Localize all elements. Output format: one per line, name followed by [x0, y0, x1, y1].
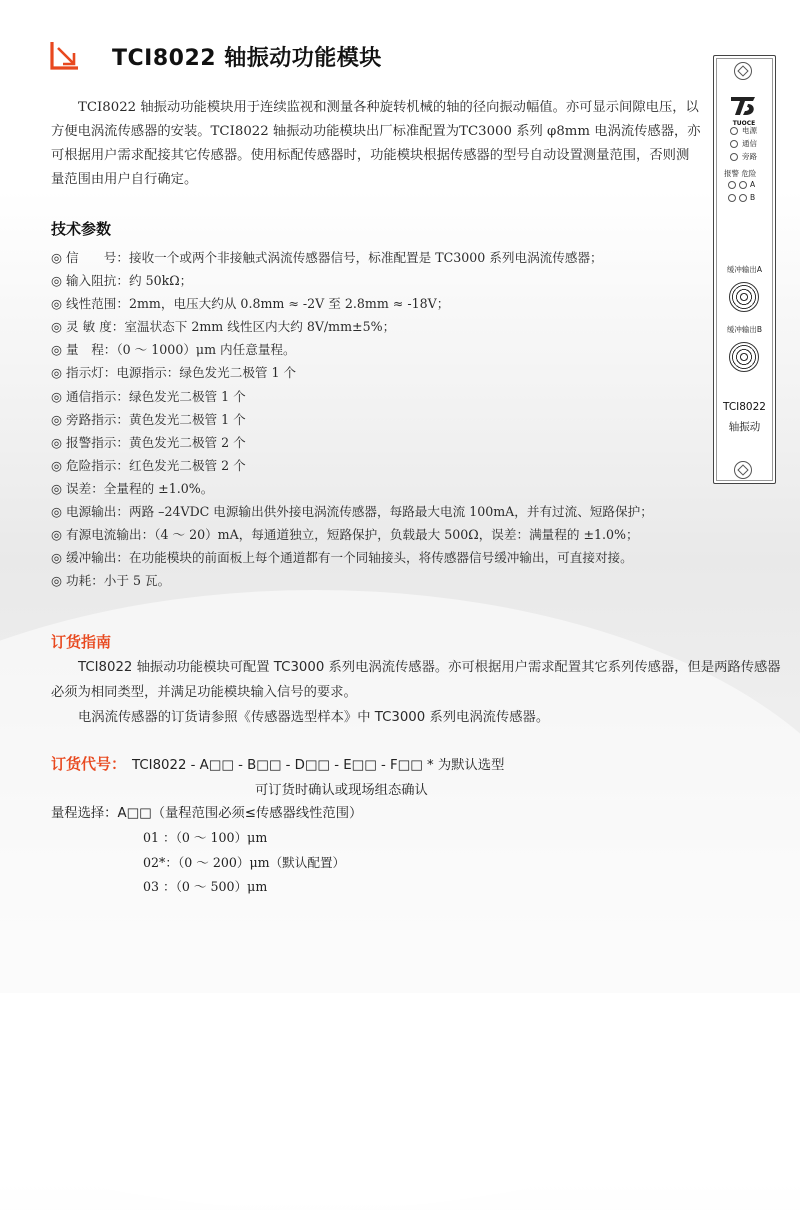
spec-item: ◎ 灵 敏 度：室温状态下 2mm 线性区内大约 8V/mm±5%；: [51, 319, 396, 335]
spec-item: ◎ 指示灯：电源指示：绿色发光二极管 1 个: [51, 365, 297, 381]
led-icon: [730, 140, 738, 148]
spec-item: ◎ 电源输出：两路 –24VDC 电源输出供外接电涡流传感器，每路最大电流 100mA，并有过流、短路保护；: [51, 504, 653, 520]
bullet-icon: ◎: [51, 319, 62, 335]
order-guide: [51, 655, 781, 730]
bullet-icon: ◎: [51, 296, 62, 312]
alarm-danger-header: 报警 危险: [724, 169, 757, 178]
range-options: [143, 826, 345, 900]
order-guide-paragraph: TCI8022 轴振动功能模块可配置 TC3000 系列电涡流传感器。亦可根据用户需求配置其它系列传感器，但是两路传感器必须为相同类型，并满足功能模块输入信号的要求。: [51, 660, 781, 700]
bullet-icon: ◎: [51, 480, 62, 496]
spec-item: ◎ 危险指示：红色发光二极管 2 个: [51, 457, 246, 473]
bullet-icon: ◎: [51, 365, 62, 381]
bullet-icon: ◎: [51, 527, 62, 543]
led-icon: [728, 181, 736, 189]
led-icon: [739, 181, 747, 189]
tuoce-logo-icon: [728, 93, 758, 119]
buffer-output-a-label: 缓冲输出A: [726, 265, 763, 274]
range-option: 02*：（0 ～ 200）μm（默认配置）: [143, 854, 346, 870]
spec-item: ◎ 输入阻抗：约 50kΩ；: [51, 273, 193, 289]
spec-item: ◎ 线性范围：2mm，电压大约从 0.8mm ≈ -2V 至 2.8mm ≈ -18V；: [51, 296, 450, 312]
spec-item: ◎ 量 程：（0 ～ 1000）μm 内任意量程。: [51, 342, 296, 358]
led-icon: [728, 194, 736, 202]
panel-model: TCI8022: [723, 401, 766, 413]
bullet-icon: ◎: [51, 411, 62, 427]
order-code-label: 订货代号：: [51, 755, 127, 773]
led-icon: [730, 127, 738, 135]
panel-function: 轴振动: [728, 421, 761, 433]
led-icon: [730, 153, 738, 161]
led-power: 电源: [730, 126, 757, 136]
intro-paragraph: TCI8022 轴振动功能模块用于连续监视和测量各种旋转机械的轴的径向振动幅值。亦可显示间隙电压，以方便电涡流传感器的安装。TCI8022 轴振动功能模块出厂标准配置为TC3000 系列 φ8mm 电涡流传感器，亦可根据用户需求配接其它传感器。使用标配传感器时，功能模块根据传感器的型号自动设置测量范围，否则测量范围由用户自行确定。: [51, 100, 701, 187]
screw-icon: [734, 62, 752, 80]
spec-item: ◎ 报警指示：黄色发光二极管 2 个: [51, 434, 246, 450]
bullet-icon: ◎: [51, 504, 62, 520]
order-code-line: [51, 753, 504, 774]
range-option: 01 ：（0 ～ 100）μm: [143, 830, 268, 845]
order-guide-heading: 订货指南: [51, 633, 112, 651]
bnc-connector-icon: [729, 282, 759, 312]
bnc-connector-icon: [729, 342, 759, 372]
led-channel-a: A: [728, 180, 755, 190]
bullet-icon: ◎: [51, 550, 62, 566]
spec-item: ◎ 有源电流输出：（4 ～ 20）mA，每通道独立，短路保护，负载最大 500Ω，误差：满量程的 ±1.0%；: [51, 527, 639, 543]
spec-item: ◎ 缓冲输出：在功能模块的前面板上每个通道都有一个同轴接头，将传感器信号缓冲输出，可直接对接。: [51, 550, 633, 566]
range-selection-title: 量程选择：A□□（量程范围必须≤传感器线性范围）: [51, 806, 363, 821]
spec-item: ◎ 旁路指示：黄色发光二极管 1 个: [51, 411, 246, 427]
bullet-icon: ◎: [51, 273, 62, 289]
spec-item: ◎ 通信指示：绿色发光二极管 1 个: [51, 388, 246, 404]
order-code: TCI8022 - A□□ - B□□ - D□□ - E□□ - F□□ * 为默认选型: [132, 758, 505, 773]
specs-heading: 技术参数: [51, 220, 112, 238]
bullet-icon: ◎: [51, 457, 62, 473]
led-channel-b: B: [728, 193, 755, 203]
page-title: TCI8022 轴振动功能模块: [112, 46, 382, 71]
buffer-output-b-label: 缓冲输出B: [726, 325, 763, 334]
led-bypass: 旁路: [730, 152, 757, 162]
arrow-down-right-icon: [50, 40, 80, 70]
bullet-icon: ◎: [51, 250, 62, 265]
led-comm: 通信: [730, 139, 757, 149]
bullet-icon: ◎: [51, 388, 62, 404]
brand-name: TUOCE: [732, 120, 756, 127]
spec-item: ◎ 信 号：接收一个或两个非接触式涡流传感器信号，标准配置是 TC3000 系列电涡流传感器；: [51, 250, 603, 265]
range-option: 03 ：（0 ～ 500）μm: [143, 879, 268, 894]
spec-list: [51, 246, 653, 592]
bullet-icon: ◎: [51, 434, 62, 450]
bullet-icon: ◎: [51, 573, 62, 589]
module-front-panel: [713, 55, 776, 484]
spec-item: ◎ 误差：全量程的 ±1.0%。: [51, 480, 214, 496]
spec-item: ◎ 功耗：小于 5 瓦。: [51, 573, 171, 589]
bullet-icon: ◎: [51, 342, 62, 358]
order-code-note: 可订货时确认或现场组态确认: [255, 783, 428, 798]
order-guide-paragraph: 电涡流传感器的订货请参照《传感器选型样本》中 TC3000 系列电涡流传感器。: [78, 710, 550, 725]
screw-icon: [734, 461, 752, 479]
led-icon: [739, 194, 747, 202]
